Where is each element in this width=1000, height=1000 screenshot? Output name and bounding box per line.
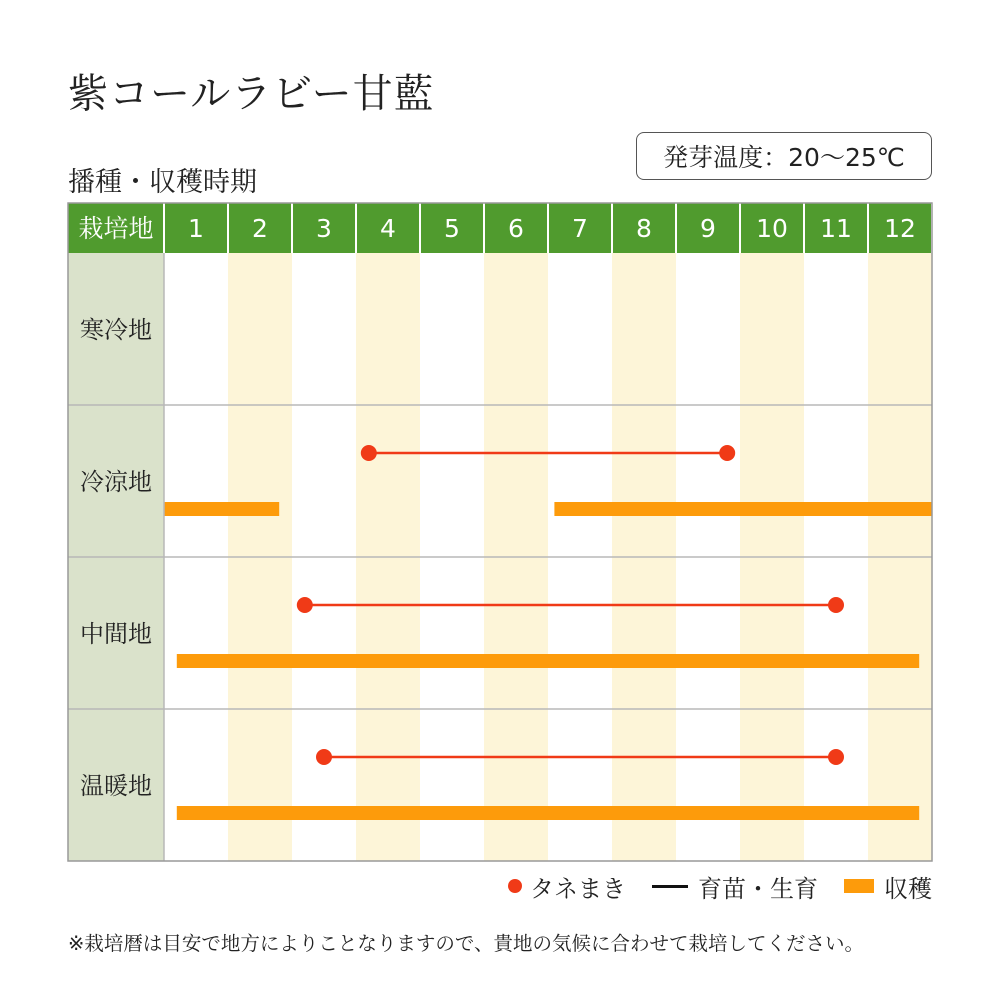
legend-growing: [652, 869, 818, 904]
harvest-bar: [177, 654, 919, 668]
legend-growing-label: 育苗・生育: [698, 874, 818, 903]
month-header-12: 12: [884, 214, 916, 243]
region-label: 温暖地: [80, 772, 152, 800]
month-header-11: 11: [820, 214, 852, 243]
harvest-bar: [177, 806, 919, 820]
month-header-5: 5: [444, 214, 460, 243]
chart-legend: [508, 870, 932, 902]
sowing-end-point: [828, 597, 844, 613]
sowing-dot-icon: [508, 879, 522, 893]
month-header-10: 10: [756, 214, 788, 243]
germination-temp-badge: 発芽温度：20～25℃: [636, 132, 932, 180]
sowing-start-point: [297, 597, 313, 613]
sowing-end-point: [719, 445, 735, 461]
footnote: ※栽培暦は目安で地方によりことなりますので、貴地の気候に合わせて栽培してください。: [68, 932, 864, 955]
month-header-6: 6: [508, 214, 524, 243]
region-label: 中間地: [80, 620, 152, 648]
sowing-end-point: [828, 749, 844, 765]
region-label: 冷涼地: [80, 468, 152, 496]
chart-subtitle: 播種・収穫時期: [68, 167, 257, 198]
legend-sowing: [508, 869, 626, 904]
month-header-1: 1: [188, 214, 204, 243]
sowing-start-point: [316, 749, 332, 765]
month-header-8: 8: [636, 214, 652, 243]
month-header-3: 3: [316, 214, 332, 243]
month-header-2: 2: [252, 214, 268, 243]
sowing-start-point: [361, 445, 377, 461]
legend-harvest-label: 収穫: [884, 874, 932, 903]
legend-harvest: [844, 869, 932, 904]
month-header-4: 4: [380, 214, 396, 243]
month-header-7: 7: [572, 214, 588, 243]
region-label: 寒冷地: [80, 316, 152, 344]
header-label: 栽培地: [78, 214, 154, 243]
harvest-bar-icon: [844, 879, 874, 893]
legend-sowing-label: タネまき: [530, 874, 626, 903]
growing-line-icon: [652, 885, 688, 888]
harvest-bar: [554, 502, 932, 516]
page-title: 紫コールラビー甘藍: [68, 71, 435, 117]
harvest-bar: [164, 502, 279, 516]
month-header-9: 9: [700, 214, 716, 243]
